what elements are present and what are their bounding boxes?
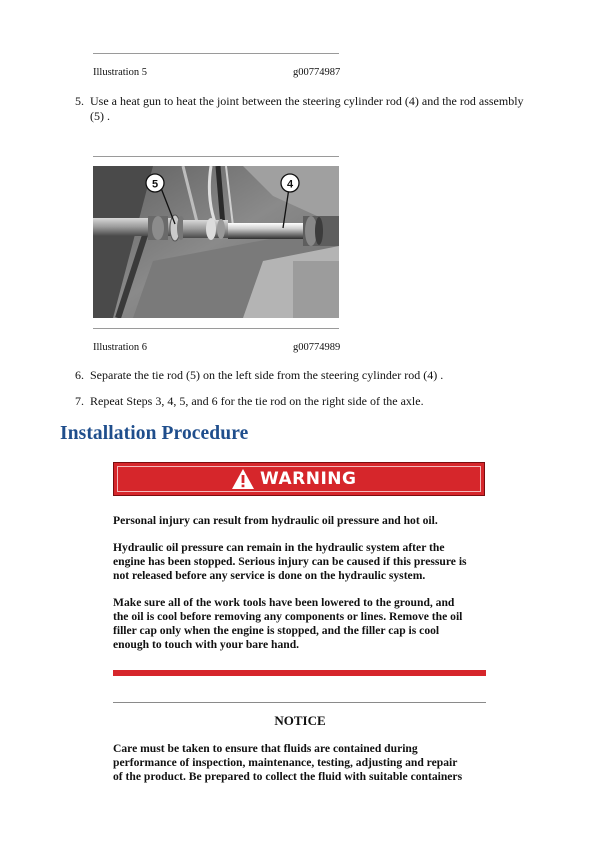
- step-5: [75, 94, 545, 126]
- step-5-number: 5.: [75, 94, 84, 108]
- warning-label: WARNING: [260, 469, 357, 489]
- notice-line-3: of the product. Be prepared to collect the fluid with suitable containers: [113, 770, 463, 783]
- step-6: [75, 368, 545, 384]
- step-7-number: 7.: [75, 394, 84, 408]
- callout-4-label: 4: [286, 178, 294, 191]
- illustration-5-top-rule: [93, 53, 339, 54]
- warning-paragraph-3: [113, 596, 489, 652]
- warning-p2-line-2: engine has been stopped. Serious injury can be caused if this pressure is: [113, 555, 467, 568]
- illustration-6-top-rule: [93, 156, 339, 157]
- warning-p3-line-2: the oil is cool before removing any components or lines. Remove the oil: [113, 610, 463, 623]
- illustration-5-label: Illustration 5: [93, 67, 147, 78]
- step-7: [75, 394, 545, 410]
- illustration-6-photo: [93, 166, 339, 318]
- warning-p2-line-3: not released before any service is done on the hydraulic system.: [113, 569, 426, 582]
- warning-paragraph-1: [113, 514, 489, 528]
- warning-triangle-icon: [231, 467, 255, 491]
- step-6-number: 6.: [75, 368, 84, 382]
- warning-paragraph-2: [113, 541, 489, 583]
- illustration-5-code: g00774987: [293, 67, 341, 78]
- illustration-6-label: Illustration 6: [93, 342, 147, 353]
- step-5-text-cont: (5) .: [90, 109, 110, 123]
- warning-banner: [113, 462, 485, 496]
- steering-cylinder-photo: [93, 166, 339, 318]
- notice-line-1: Care must be taken to ensure that fluids are contained during: [113, 742, 418, 755]
- warning-p1-line-1: Personal injury can result from hydraulic oil pressure and hot oil.: [113, 514, 438, 527]
- warning-p3-line-3: filler cap only when the engine is stopped, and the filler cap is cool: [113, 624, 440, 637]
- warning-bottom-bar: [113, 670, 486, 676]
- step-6-text: Separate the tie rod (5) on the left side from the steering cylinder rod (4) .: [90, 368, 444, 382]
- step-5-text: Use a heat gun to heat the joint between the steering cylinder rod (4) and the rod assembly: [90, 94, 524, 108]
- section-heading: Installation Procedure: [60, 423, 249, 444]
- callout-5-label: 5: [151, 178, 159, 191]
- illustration-6-bottom-rule: [93, 328, 339, 329]
- notice-line-2: performance of inspection, maintenance, testing, adjusting and repair: [113, 756, 458, 769]
- notice-title: NOTICE: [274, 713, 326, 728]
- warning-p2-line-1: Hydraulic oil pressure can remain in the hydraulic system after the: [113, 541, 445, 554]
- step-7-text: Repeat Steps 3, 4, 5, and 6 for the tie rod on the right side of the axle.: [90, 394, 424, 408]
- notice-paragraph: [113, 742, 489, 784]
- warning-p3-line-4: enough to touch with your bare hand.: [113, 638, 300, 651]
- warning-p3-line-1: Make sure all of the work tools have been lowered to the ground, and: [113, 596, 455, 609]
- illustration-6-code: g00774989: [293, 342, 341, 353]
- notice-top-rule: [113, 702, 486, 703]
